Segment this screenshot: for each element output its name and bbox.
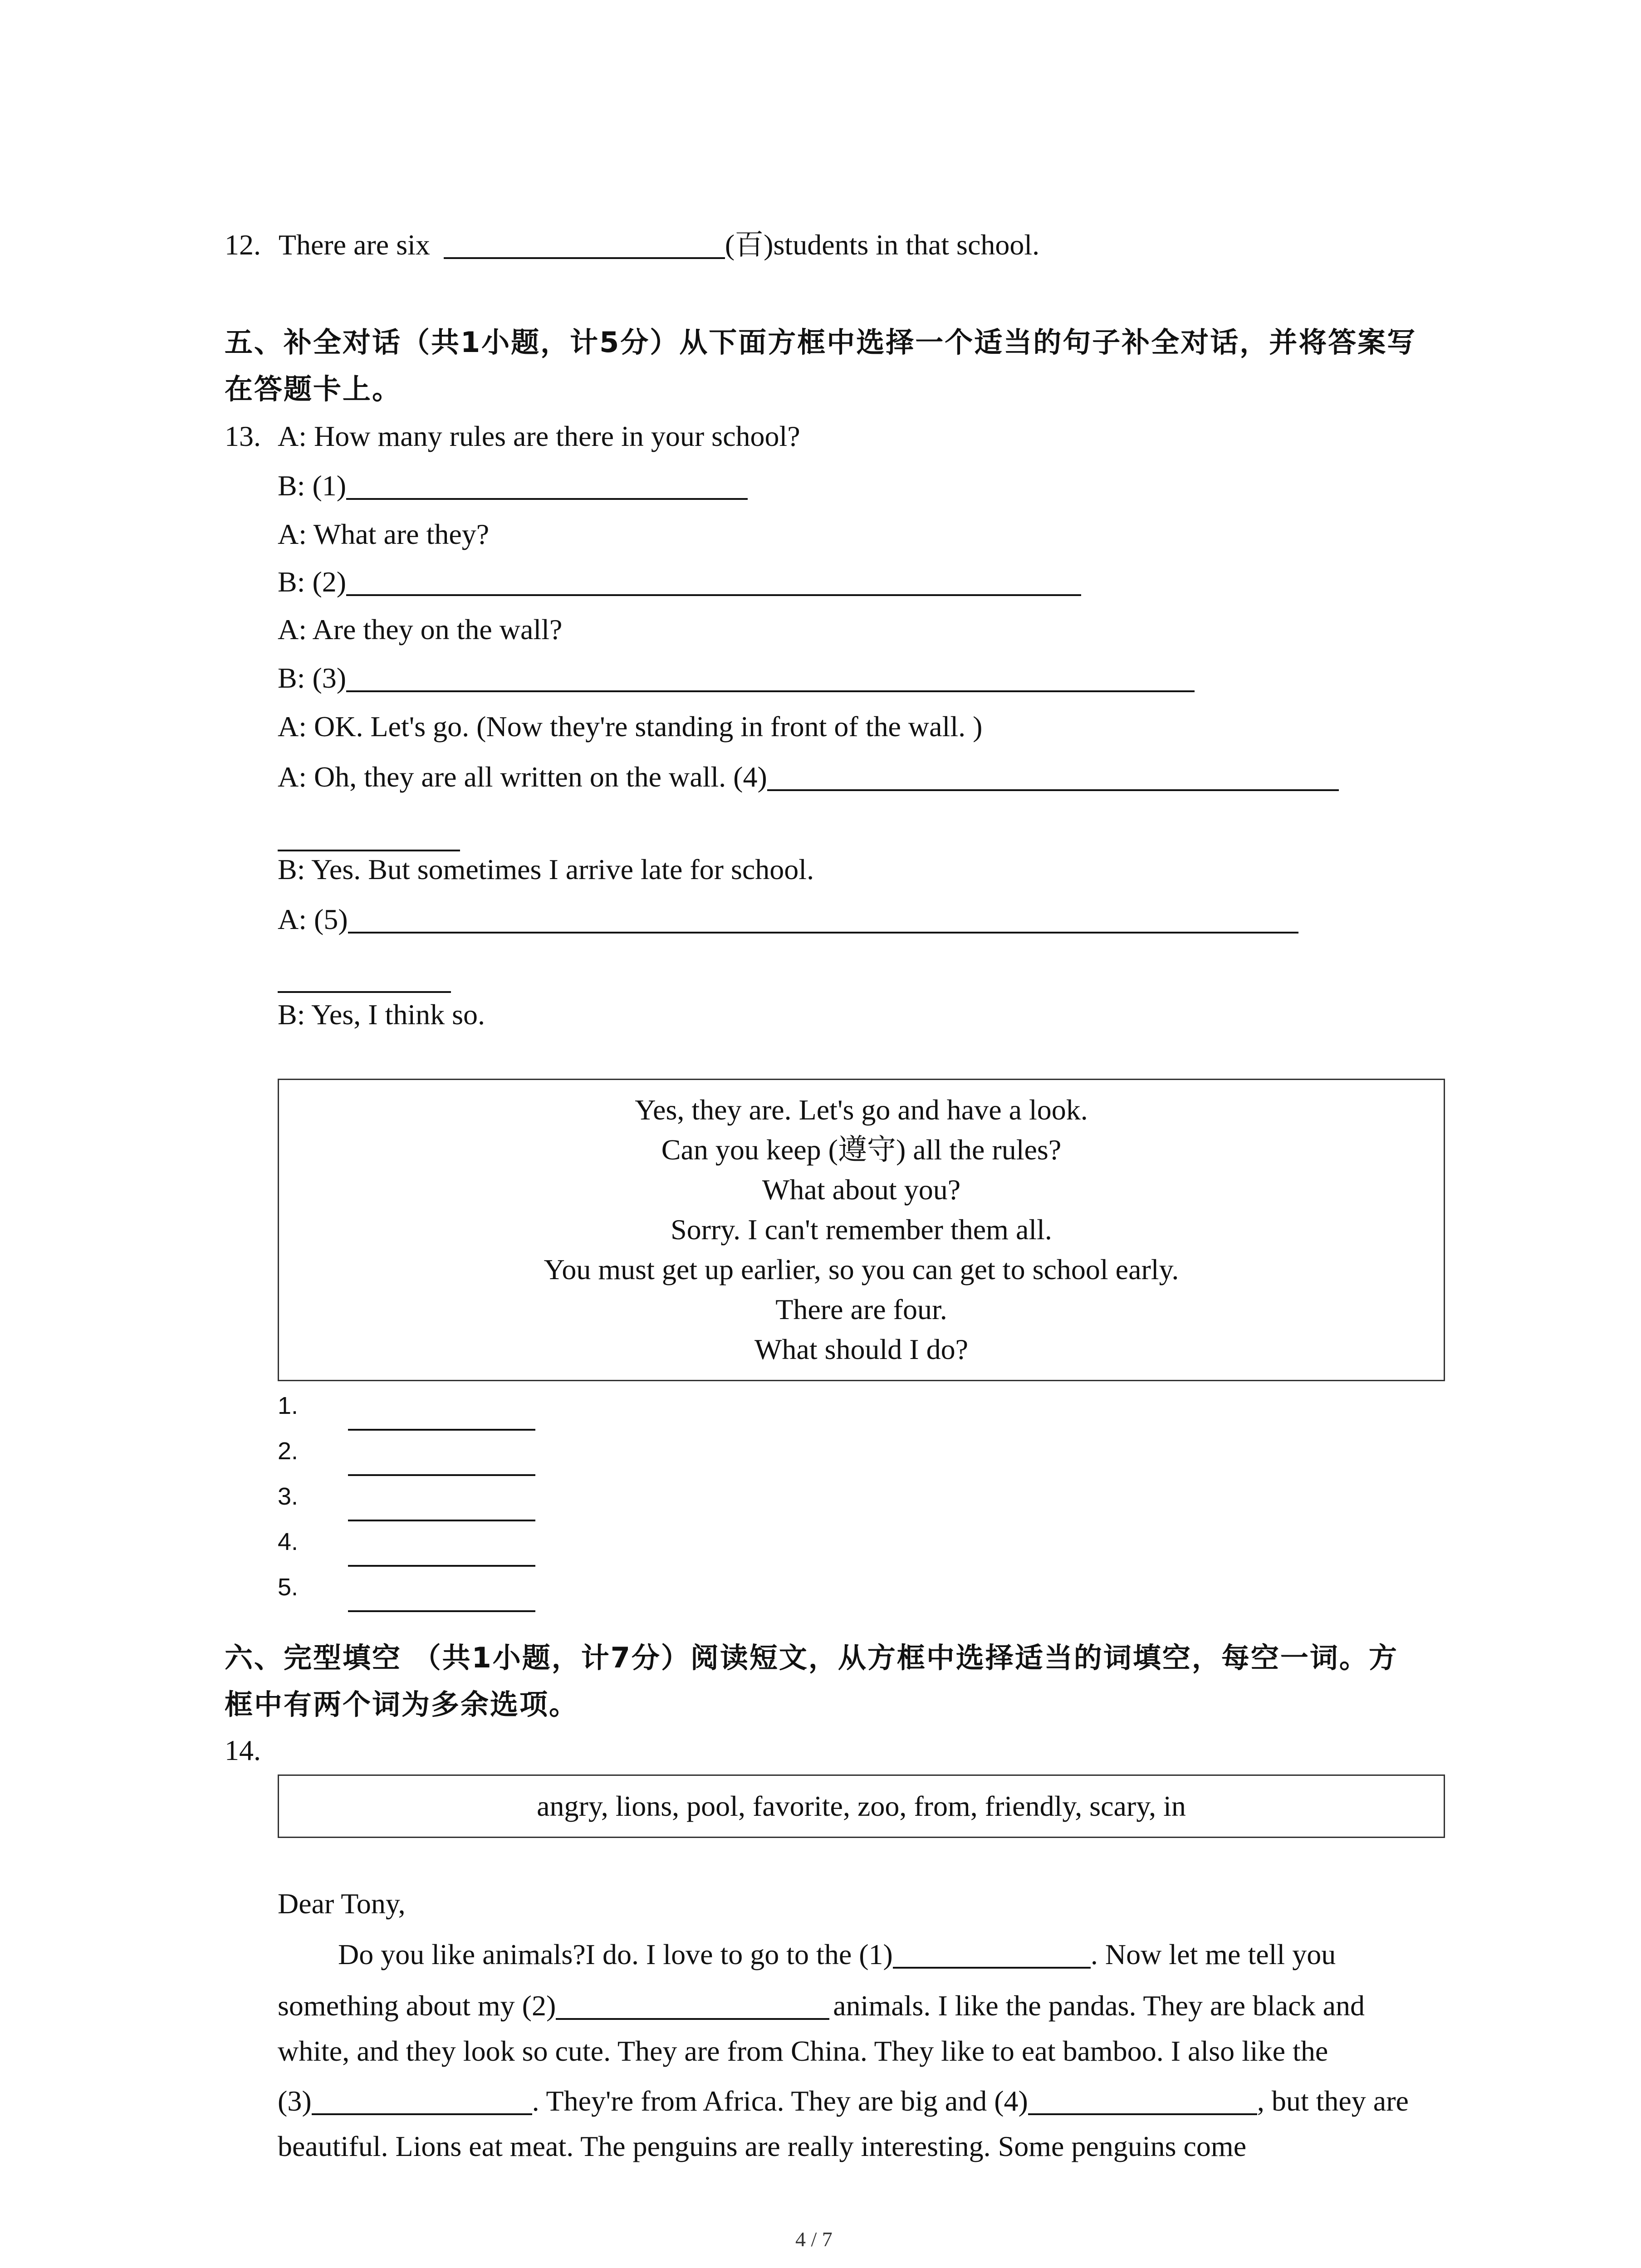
- option-item: Can you keep (遵守) all the rules?: [661, 1134, 1062, 1166]
- dialog-text: A: Oh, they are all written on the wall. (4): [278, 761, 767, 793]
- passage-line-3: white, and they look so cute. They are from China. They like to eat bamboo. I also like the: [278, 2035, 1328, 2067]
- dialog-line: [278, 661, 1195, 695]
- dialog-blank-3[interactable]: [346, 690, 1195, 692]
- word-box-text: angry, lions, pool, favorite, zoo, from, friendly, scary, in: [537, 1790, 1186, 1822]
- dialog-blank-4[interactable]: [767, 789, 1339, 791]
- passage-blank-3[interactable]: [312, 2113, 532, 2115]
- passage-text: animals. I like the pandas. They are black and: [833, 1989, 1365, 2022]
- dialog-line: A: Are they on the wall?: [278, 613, 563, 645]
- dialog-text: B: (2): [278, 566, 347, 598]
- section5-heading-line2: 在答题卡上。: [225, 372, 402, 406]
- dialog-blank-5-continued[interactable]: [278, 991, 451, 993]
- passage-text: Do you like animals?I do. I love to go to the (1): [338, 1938, 893, 1970]
- dialog-blank-4-continued[interactable]: [278, 850, 460, 851]
- dialog-line: B: Yes. But sometimes I arrive late for school.: [278, 853, 814, 885]
- dialog-line: A: What are they?: [278, 518, 490, 550]
- dialog-line: B: Yes, I think so.: [278, 998, 485, 1031]
- passage-line-1: [338, 1938, 1336, 1971]
- dialog-line: A: How many rules are there in your school?: [278, 420, 800, 452]
- q12-text-before: There are six: [278, 229, 430, 261]
- dialog-text: A: (5): [278, 903, 348, 935]
- answer-blank-1[interactable]: [348, 1429, 535, 1431]
- answer-blank-5[interactable]: [348, 1610, 535, 1612]
- q12-blank[interactable]: [444, 257, 725, 259]
- passage-line-5: beautiful. Lions eat meat. The penguins are really interesting. Some penguins come: [278, 2130, 1247, 2162]
- option-item: You must get up earlier, so you can get to school early.: [544, 1253, 1179, 1286]
- answer-number: 1.: [278, 1392, 299, 1419]
- passage-text: . They're from Africa. They are big and (4): [532, 2085, 1028, 2117]
- answer-blank-4[interactable]: [348, 1565, 535, 1567]
- passage-text: , but they are: [1257, 2085, 1409, 2117]
- passage-blank-1[interactable]: [893, 1967, 1091, 1969]
- answer-number: 5.: [278, 1574, 299, 1601]
- dialog-blank-1[interactable]: [346, 498, 748, 500]
- dialog-line: [278, 565, 1081, 599]
- passage-line-4: [278, 2084, 1409, 2118]
- dialog-text: B: (3): [278, 662, 347, 694]
- answer-number: 2.: [278, 1437, 299, 1465]
- dialog-blank-2[interactable]: [346, 594, 1081, 596]
- q14-number: 14.: [225, 1734, 261, 1766]
- passage-blank-4[interactable]: [1028, 2113, 1257, 2115]
- dialog-text: B: (1): [278, 469, 347, 502]
- passage-text: something about my (2): [278, 1989, 556, 2022]
- q13-number: 13.: [225, 420, 261, 452]
- letter-greeting: Dear Tony,: [278, 1887, 406, 1920]
- option-item: There are four.: [775, 1293, 947, 1325]
- q12-text-after: students in that school.: [773, 229, 1040, 261]
- option-item: What should I do?: [754, 1333, 968, 1365]
- option-item: Sorry. I can't remember them all.: [671, 1213, 1052, 1246]
- dialog-line: [278, 760, 1339, 794]
- options-box: [278, 1079, 1445, 1381]
- dialog-line: [278, 903, 1298, 936]
- section6-heading-line2: 框中有两个词为多余选项。: [225, 1688, 579, 1721]
- page-number: 4 / 7: [795, 2228, 833, 2251]
- option-item: Yes, they are. Let's go and have a look.: [635, 1094, 1088, 1126]
- answer-number: 4.: [278, 1528, 299, 1555]
- option-item: What about you?: [762, 1173, 961, 1206]
- dialog-line: A: OK. Let's go. (Now they're standing in front of the wall. ): [278, 710, 983, 743]
- answer-blank-3[interactable]: [348, 1520, 535, 1521]
- passage-text: (3): [278, 2085, 312, 2117]
- section5-heading-line1: 五、补全对话（共1小题，计5分）从下面方框中选择一个适当的句子补全对话，并将答案写: [225, 326, 1417, 359]
- passage-text: . Now let me tell you: [1090, 1938, 1336, 1970]
- section6-heading-line1: 六、完型填空 （共1小题，计7分）阅读短文，从方框中选择适当的词填空，每空一词。方: [225, 1641, 1398, 1674]
- word-box: [278, 1774, 1445, 1838]
- passage-line-2: [278, 1989, 1365, 2023]
- passage-blank-2[interactable]: [556, 2018, 829, 2020]
- dialog-blank-5[interactable]: [348, 932, 1298, 934]
- q12-hint: (百): [725, 229, 774, 261]
- q12-number: 12.: [225, 229, 261, 261]
- answer-blank-2[interactable]: [348, 1474, 535, 1476]
- q12-line: [225, 221, 1039, 263]
- dialog-line: [278, 469, 748, 503]
- answer-number: 3.: [278, 1483, 299, 1510]
